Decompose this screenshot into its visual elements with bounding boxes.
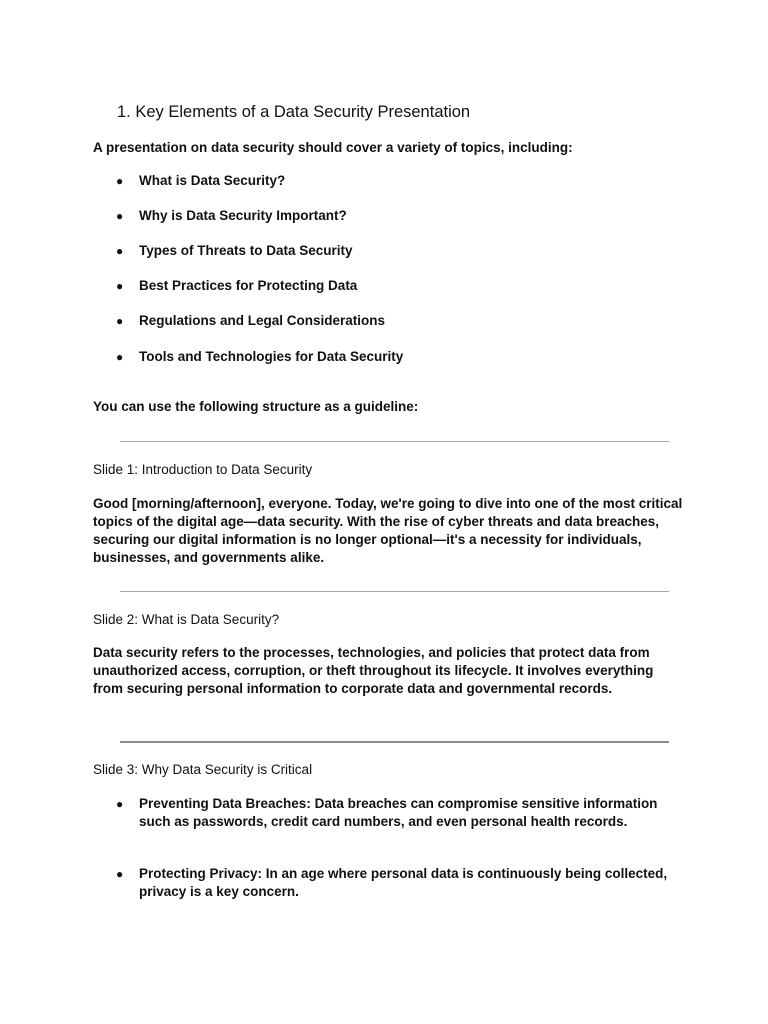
horizontal-divider [120, 591, 669, 592]
section-heading: 1. Key Elements of a Data Security Presentation [117, 103, 471, 121]
slide-3-point-text: Preventing Data Breaches: Data breaches can compromise sensitive information such as passwords, credit card numbers, and even personal health records. [139, 796, 658, 829]
topic-text: Regulations and Legal Considerations [139, 313, 386, 328]
bullet-dot-icon: ● [116, 867, 124, 881]
slide-2-body: Data security refers to the processes, technologies, and policies that protect data from unauthorized access, corruption, or theft throughout its lifecycle. It involves everything from securing personal information to corporate data and governmental records. [93, 645, 654, 696]
topic-text: Best Practices for Protecting Data [139, 278, 358, 293]
topic-bullet-item [116, 312, 681, 330]
horizontal-divider [120, 441, 669, 442]
topic-bullet-item [116, 242, 681, 260]
slide-3-title: Slide 3: Why Data Security is Critical [93, 762, 313, 777]
topic-text: What is Data Security? [139, 173, 286, 188]
bullet-dot-icon: ● [116, 279, 124, 293]
bullet-dot-icon: ● [116, 314, 124, 328]
intro-paragraph: A presentation on data security should cover a variety of topics, including: [93, 140, 573, 155]
topic-bullet-item [116, 172, 681, 190]
bullet-dot-icon: ● [116, 244, 124, 258]
guideline-paragraph: You can use the following structure as a guideline: [93, 399, 419, 414]
topic-bullet-item [116, 348, 681, 366]
bullet-dot-icon: ● [116, 174, 124, 188]
slide-3-bullet-item [116, 795, 691, 831]
slide-1-body: Good [morning/afternoon], everyone. Today, we're going to dive into one of the most critical topics of the digital age—data security. With the rise of cyber threats and data breaches, securing our digital information is no longer optional—it's a necessity for individuals, businesses, and governments alike. [93, 496, 683, 565]
topic-text: Why is Data Security Important? [139, 208, 347, 223]
bullet-dot-icon: ● [116, 209, 124, 223]
topic-bullet-item [116, 207, 681, 225]
topic-bullet-item [116, 277, 681, 295]
bullet-dot-icon: ● [116, 350, 124, 364]
topic-text: Tools and Technologies for Data Security [139, 349, 404, 364]
slide-3-bullet-item [116, 865, 681, 901]
horizontal-divider [120, 741, 669, 743]
slide-3-point-text: Protecting Privacy: In an age where personal data is continuously being collected, privacy is a key concern. [139, 866, 668, 899]
slide-2-title: Slide 2: What is Data Security? [93, 612, 280, 627]
slide-1-title: Slide 1: Introduction to Data Security [93, 462, 313, 477]
topic-text: Types of Threats to Data Security [139, 243, 353, 258]
bullet-dot-icon: ● [116, 797, 124, 811]
